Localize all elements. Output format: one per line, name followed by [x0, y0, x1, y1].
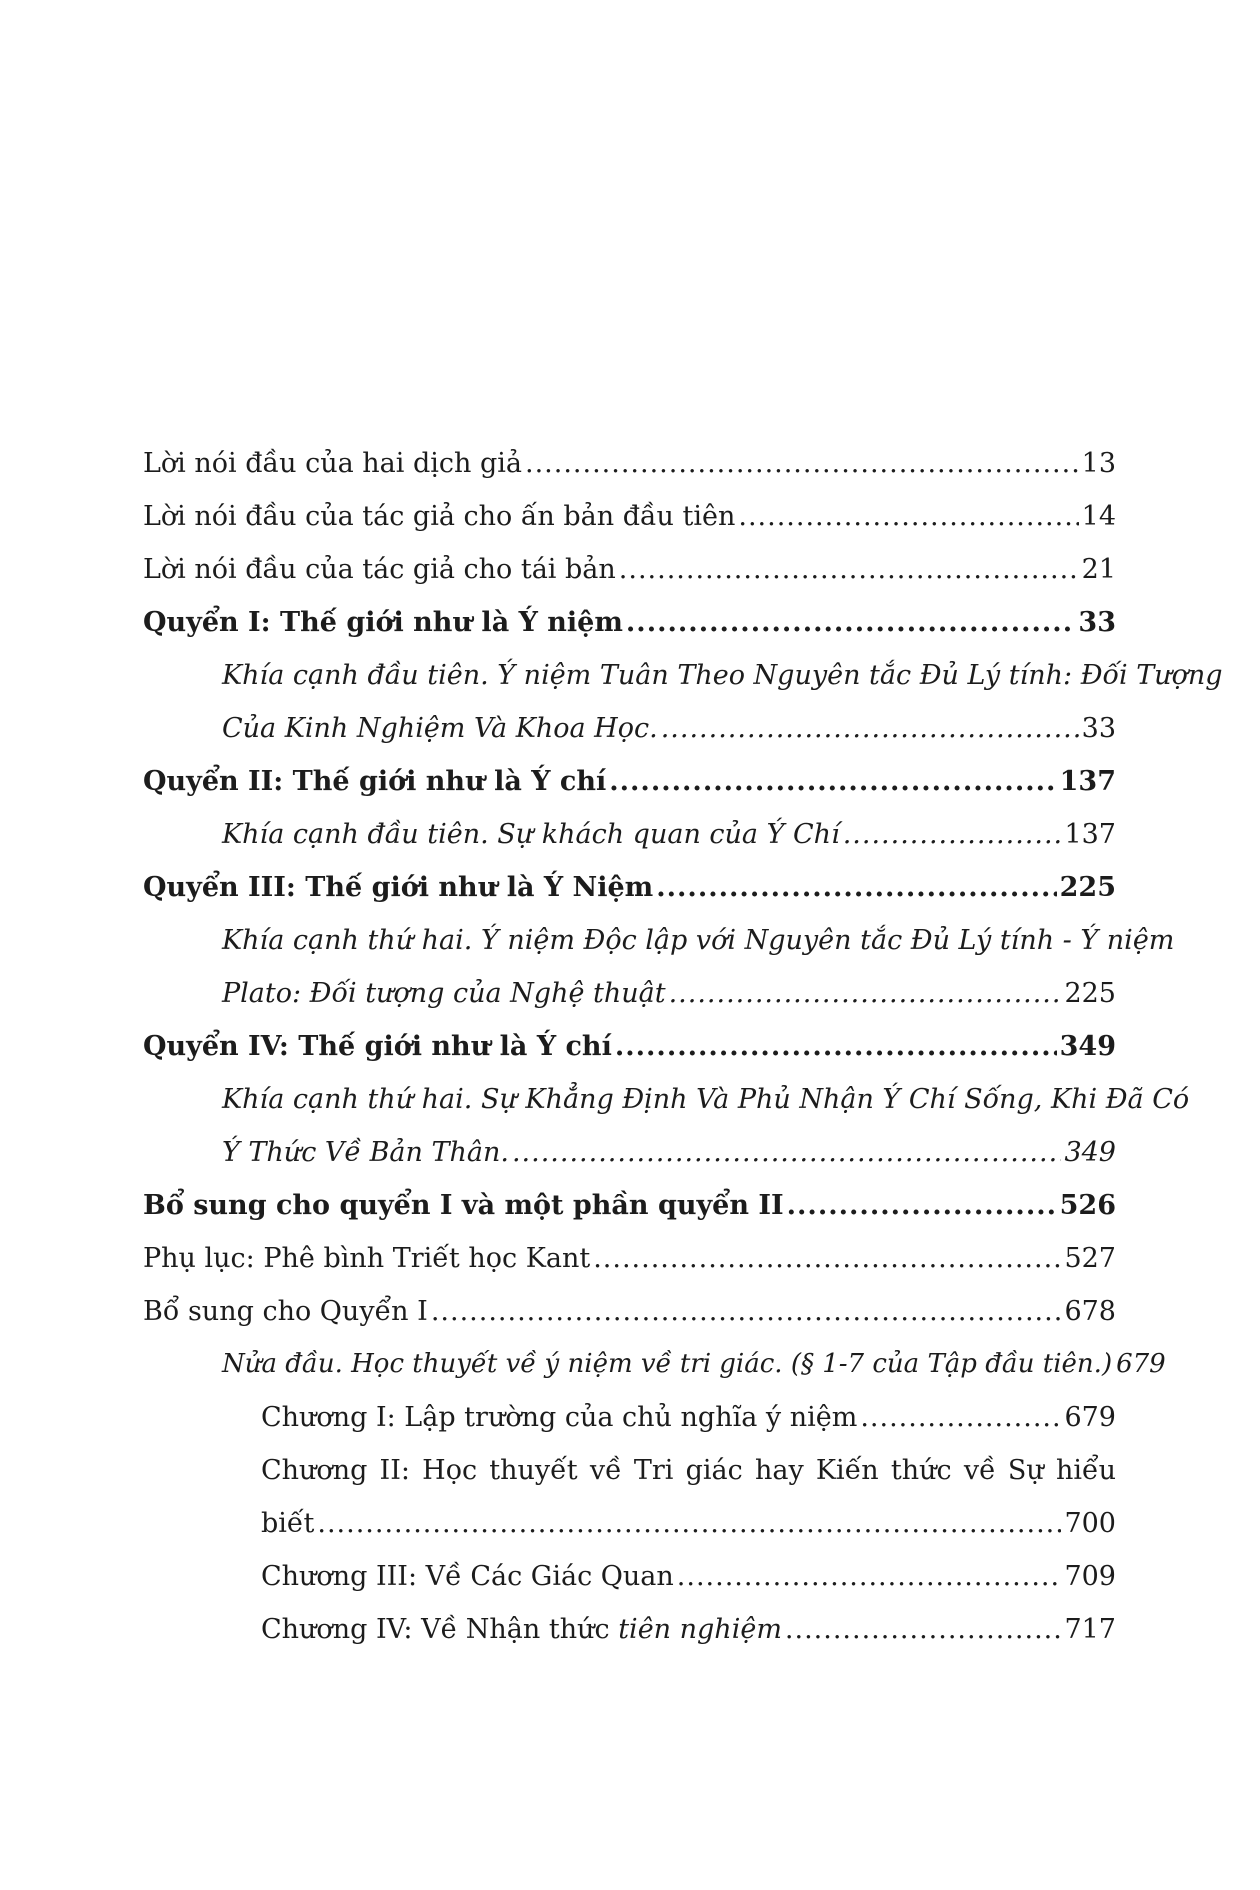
toc-subentry-continued[interactable] — [0, 967, 1260, 1020]
toc-entry-title: Nửa đầu. Học thuyết về ý niệm về tri giác. (§ 1-7 của Tập đầu tiên.) — [222, 1349, 1113, 1379]
toc-entry-page: 349 — [1059, 1031, 1116, 1062]
toc-entry-title-line2: Plato: Đối tượng của Nghệ thuật — [222, 978, 666, 1009]
leader-dots — [656, 861, 1056, 914]
toc-entry-page: 137 — [1059, 766, 1116, 797]
leader-dots — [615, 1020, 1057, 1073]
toc-subentry[interactable] — [0, 649, 1260, 702]
leader-dots — [593, 1232, 1061, 1285]
toc-part-entry[interactable] — [0, 861, 1260, 914]
toc-entry-title: Khía cạnh đầu tiên. Sự khách quan của Ý Chí — [222, 819, 840, 850]
toc-entry-page: 526 — [1059, 1190, 1116, 1221]
toc-part-entry[interactable] — [0, 1020, 1260, 1073]
toc-entry-page: 33 — [1081, 713, 1116, 744]
toc-entry[interactable] — [0, 490, 1260, 543]
toc-entry-title: Bổ sung cho Quyển I — [143, 1296, 428, 1327]
toc-entry-page: 679 — [1116, 1349, 1166, 1379]
toc-part-entry[interactable] — [0, 596, 1260, 649]
toc-entry-page: 678 — [1064, 1296, 1116, 1327]
leader-dots — [317, 1497, 1061, 1550]
leader-dots — [609, 755, 1056, 808]
toc-entry-title-line1: Khía cạnh thứ hai. Ý niệm Độc lập với Nguyên tắc Đủ Lý tính - Ý niệm — [222, 925, 1175, 956]
leader-dots — [738, 490, 1078, 543]
toc-entry-title-line1: Chương II: Học thuyết về Tri giác hay Kiến thức về Sự hiểu — [261, 1455, 1116, 1486]
toc-chapter-entry[interactable] — [0, 1391, 1260, 1444]
toc-entry-page: 717 — [1064, 1614, 1116, 1645]
toc-entry-page: 349 — [1064, 1137, 1116, 1168]
leader-dots — [677, 1550, 1062, 1603]
toc-subentry[interactable] — [0, 1338, 1260, 1391]
toc-entry-title: Lời nói đầu của hai dịch giả — [143, 448, 522, 479]
toc-entry-title-line2: Của Kinh Nghiệm Và Khoa Học. — [222, 713, 658, 744]
table-of-contents — [0, 437, 1260, 1656]
toc-part-entry[interactable] — [0, 755, 1260, 808]
leader-dots — [512, 1126, 1061, 1179]
toc-entry-title: Quyển II: Thế giới như là Ý chí — [143, 766, 607, 797]
toc-subentry[interactable] — [0, 1073, 1260, 1126]
leader-dots — [843, 808, 1062, 861]
toc-chapter-entry-continued[interactable] — [0, 1497, 1260, 1550]
toc-subentry[interactable] — [0, 914, 1260, 967]
toc-chapter-entry[interactable] — [0, 1444, 1260, 1497]
toc-entry-title: Phụ lục: Phê bình Triết học Kant — [143, 1243, 591, 1274]
leader-dots — [860, 1391, 1061, 1444]
toc-entry[interactable] — [0, 1232, 1260, 1285]
leader-dots — [669, 967, 1062, 1020]
leader-dots — [525, 437, 1079, 490]
toc-entry-title — [261, 1603, 782, 1656]
toc-entry-title: Quyển III: Thế giới như là Ý Niệm — [143, 872, 654, 903]
toc-entry-title: Bổ sung cho quyển I và một phần quyển II — [143, 1190, 784, 1221]
toc-entry-page: 33 — [1078, 607, 1116, 638]
toc-entry-page: 225 — [1059, 872, 1116, 903]
toc-entry-title: Quyển IV: Thế giới như là Ý chí — [143, 1031, 612, 1062]
toc-subentry-continued[interactable] — [0, 1126, 1260, 1179]
toc-entry-page: 14 — [1081, 501, 1116, 532]
toc-entry-title-prefix: Chương IV: Về Nhận thức — [261, 1614, 610, 1645]
toc-chapter-entry[interactable] — [0, 1603, 1260, 1656]
toc-entry-page: 137 — [1064, 819, 1116, 850]
toc-entry-page: 527 — [1064, 1243, 1116, 1274]
toc-subentry-continued[interactable] — [0, 702, 1260, 755]
toc-entry-page: 13 — [1081, 448, 1116, 479]
toc-entry-page: 21 — [1081, 554, 1116, 585]
toc-entry[interactable] — [0, 437, 1260, 490]
toc-chapter-entry[interactable] — [0, 1550, 1260, 1603]
toc-entry-title: Lời nói đầu của tác giả cho ấn bản đầu tiên — [143, 501, 736, 532]
toc-entry-title: Quyển I: Thế giới như là Ý niệm — [143, 607, 623, 638]
leader-dots — [431, 1285, 1062, 1338]
toc-entry-title: Chương III: Về Các Giác Quan — [261, 1561, 674, 1592]
toc-entry-title: Chương I: Lập trường của chủ nghĩa ý niệm — [261, 1402, 858, 1433]
toc-entry-page: 679 — [1064, 1402, 1116, 1433]
toc-entry-title-italic: tiên nghiệm — [618, 1614, 782, 1645]
toc-entry[interactable] — [0, 1285, 1260, 1338]
toc-entry-title-line1: Khía cạnh thứ hai. Sự Khẳng Định Và Phủ Nhận Ý Chí Sống, Khi Đã Có — [222, 1084, 1190, 1115]
toc-part-entry[interactable] — [0, 1179, 1260, 1232]
toc-entry-page: 700 — [1064, 1508, 1116, 1539]
toc-entry-title-line2: Ý Thức Về Bản Thân. — [222, 1137, 509, 1168]
toc-entry[interactable] — [0, 543, 1260, 596]
leader-dots — [619, 543, 1079, 596]
toc-entry-title: Lời nói đầu của tác giả cho tái bản — [143, 554, 616, 585]
leader-dots — [787, 1179, 1057, 1232]
toc-entry-page: 709 — [1064, 1561, 1116, 1592]
leader-dots — [626, 596, 1076, 649]
leader-dots — [785, 1603, 1062, 1656]
leader-dots — [661, 702, 1079, 755]
toc-entry-title-line1: Khía cạnh đầu tiên. Ý niệm Tuân Theo Nguyên tắc Đủ Lý tính: Đối Tượng — [222, 660, 1223, 691]
toc-subentry[interactable] — [0, 808, 1260, 861]
toc-entry-page: 225 — [1064, 978, 1116, 1009]
toc-entry-title-line2: biết — [261, 1508, 315, 1539]
